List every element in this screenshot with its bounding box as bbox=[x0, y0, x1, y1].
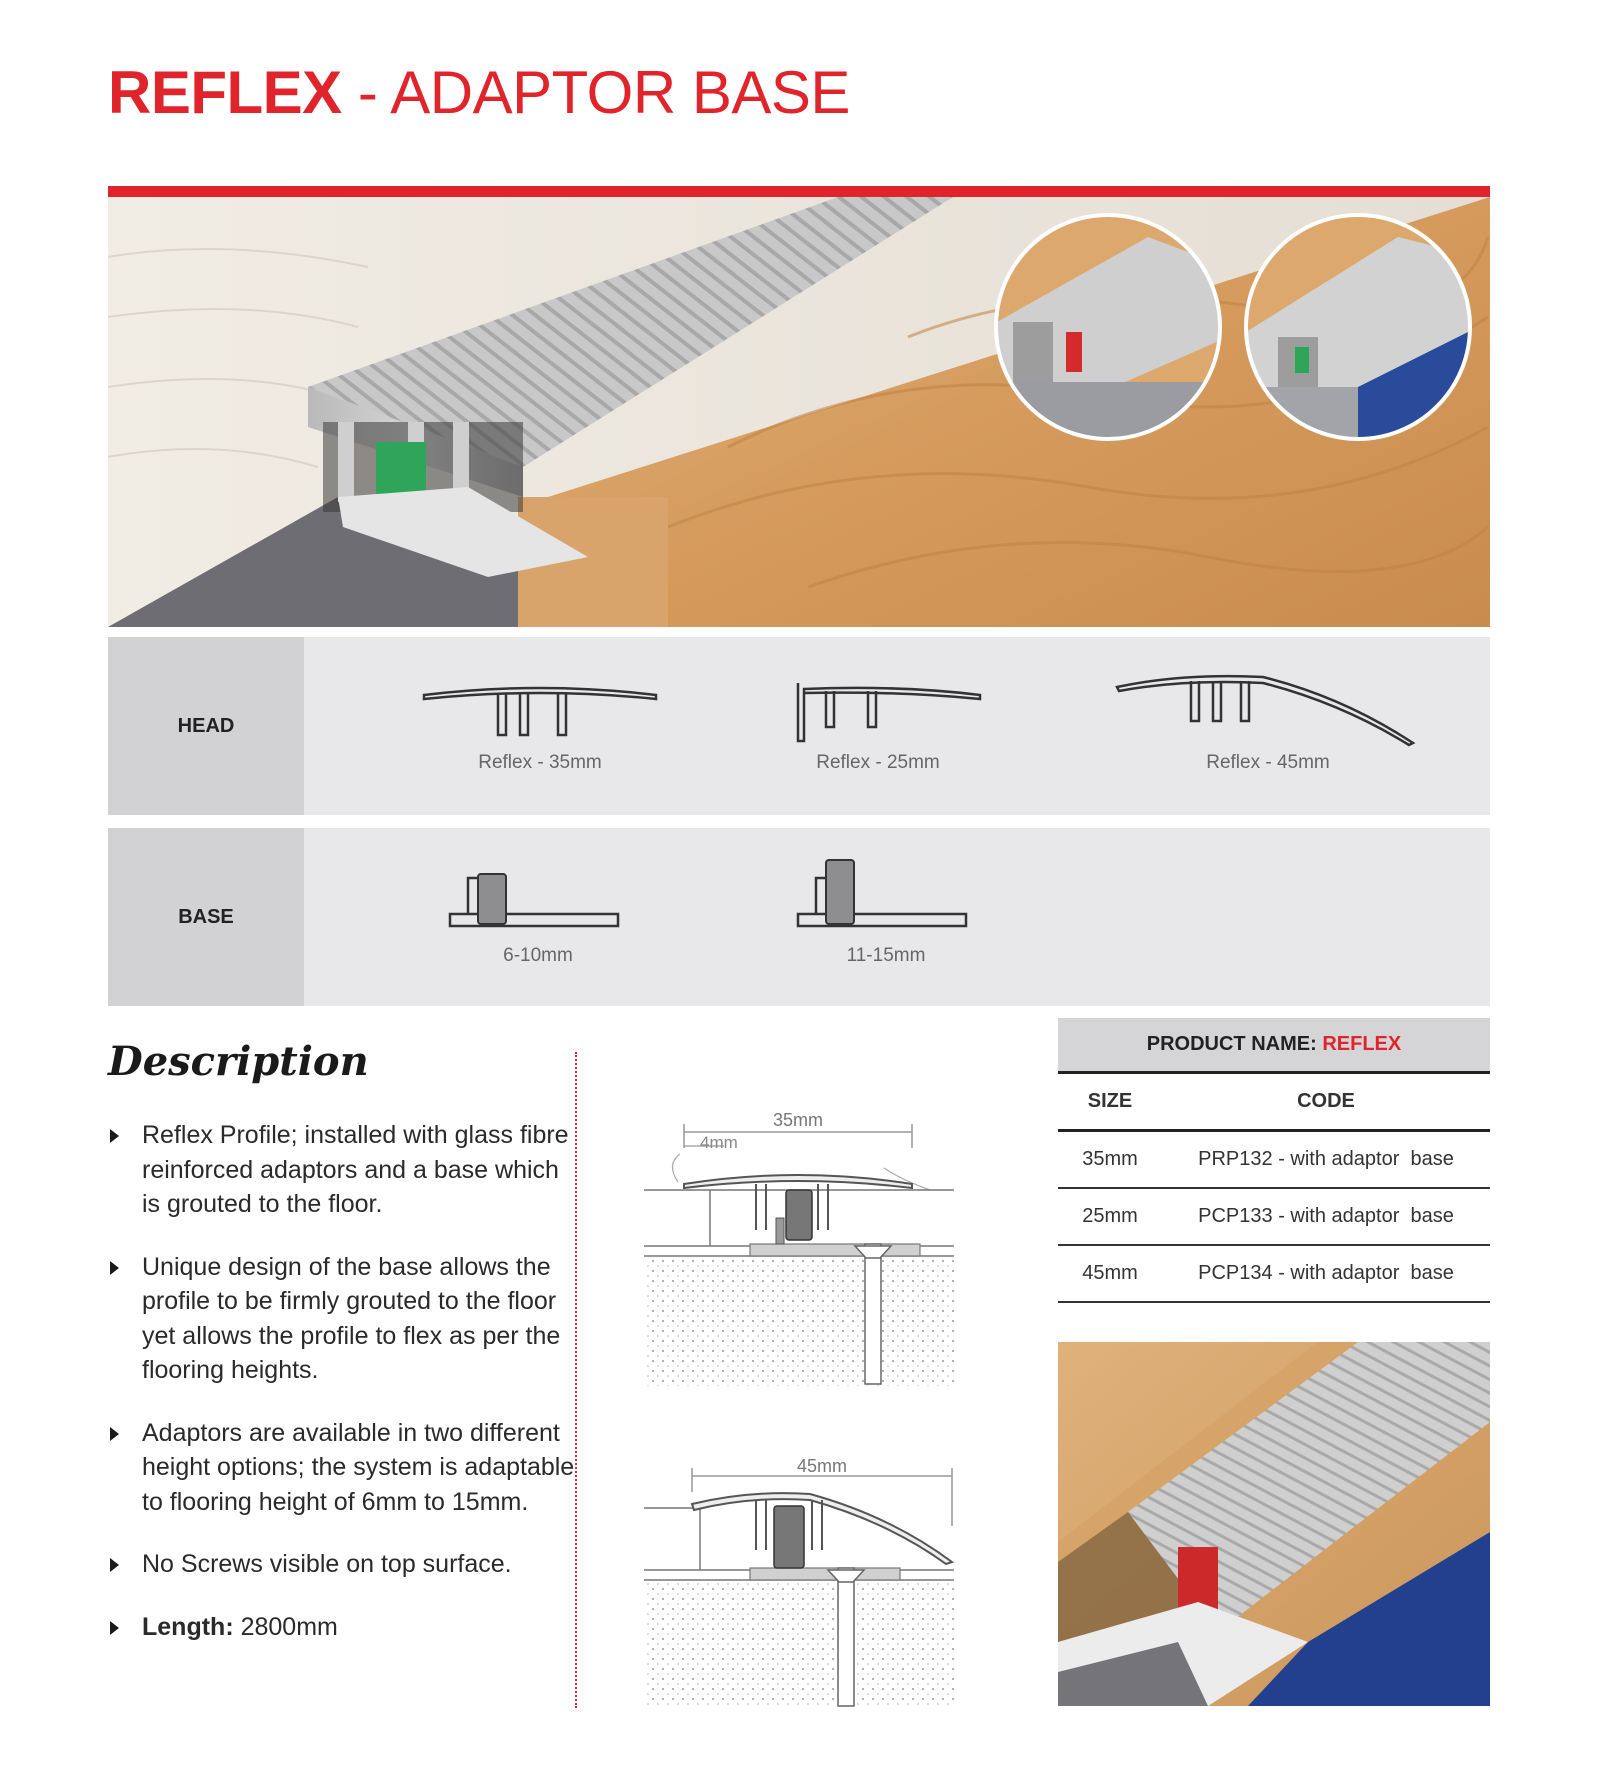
description-list bbox=[108, 1118, 578, 1672]
head-item-25mm bbox=[768, 677, 988, 774]
head-row-label: HEAD bbox=[108, 637, 304, 815]
head-caption-35mm: Reflex - 35mm bbox=[478, 752, 602, 773]
description-heading: Description bbox=[108, 1038, 369, 1085]
head-caption-25mm: Reflex - 25mm bbox=[816, 752, 940, 773]
product-table bbox=[1058, 1018, 1490, 1303]
base-caption-11-15mm: 11-15mm bbox=[846, 945, 926, 966]
installed-product-image bbox=[1058, 1342, 1490, 1706]
cell-size: 25mm bbox=[1082, 1205, 1138, 1227]
column-header-code: CODE bbox=[1297, 1090, 1355, 1112]
dim-4mm-label: 4mm bbox=[700, 1133, 738, 1152]
hero-product-image bbox=[108, 197, 1490, 627]
title-rest: - ADAPTOR BASE bbox=[341, 59, 850, 126]
length-value: 2800mm bbox=[233, 1612, 338, 1641]
table-row bbox=[1058, 1189, 1490, 1246]
head-row bbox=[108, 637, 1490, 815]
head-item-35mm bbox=[420, 677, 660, 774]
table-row bbox=[1058, 1246, 1490, 1303]
table-title-prefix: PRODUCT NAME: bbox=[1146, 1033, 1323, 1055]
list-item: No Screws visible on top surface. bbox=[108, 1547, 578, 1582]
base-row bbox=[108, 828, 1490, 1006]
dim-35mm-label: 35mm bbox=[772, 1110, 824, 1130]
divider bbox=[575, 1052, 577, 1708]
base-row-label: BASE bbox=[108, 828, 304, 1006]
table-title-name: REFLEX bbox=[1322, 1033, 1402, 1055]
table-header-row bbox=[1058, 1074, 1490, 1132]
dim-45mm-label: 45mm bbox=[796, 1456, 848, 1476]
diagram-35mm bbox=[640, 1108, 960, 1393]
base-6-10mm-profile-icon bbox=[448, 870, 628, 940]
reflex-25mm-profile-icon bbox=[768, 677, 988, 747]
list-item: Adaptors are available in two different height options; the system is adaptable to flooring height of 6mm to 15mm. bbox=[108, 1416, 578, 1520]
head-caption-45mm: Reflex - 45mm bbox=[1206, 752, 1330, 773]
title-brand: REFLEX bbox=[108, 59, 342, 126]
table-row bbox=[1058, 1132, 1490, 1189]
list-item: Unique design of the base allows the profile to be firmly grouted to the floor yet allows the profile to flex as per the flooring heights. bbox=[108, 1250, 578, 1388]
reflex-35mm-profile-icon bbox=[420, 677, 660, 747]
column-header-size: SIZE bbox=[1087, 1090, 1133, 1112]
page-title bbox=[108, 58, 850, 127]
list-item bbox=[108, 1610, 578, 1645]
head-item-45mm bbox=[1113, 667, 1423, 774]
accent-bar bbox=[108, 186, 1490, 197]
base-caption-6-10mm: 6-10mm bbox=[503, 945, 573, 966]
cell-code: PCP133 - with adaptor base bbox=[1198, 1205, 1454, 1227]
cell-code: PRP132 - with adaptor base bbox=[1198, 1148, 1454, 1170]
base-11-15mm-profile-icon bbox=[796, 856, 976, 940]
table-title bbox=[1058, 1018, 1490, 1074]
cell-size: 45mm bbox=[1082, 1262, 1138, 1284]
reflex-45mm-profile-icon bbox=[1113, 667, 1423, 747]
list-item: Reflex Profile; installed with glass fibre reinforced adaptors and a base which is grouted to the floor. bbox=[108, 1118, 578, 1222]
base-item-11-15mm bbox=[796, 856, 976, 967]
length-label: Length: bbox=[142, 1612, 234, 1641]
diagram-45mm bbox=[640, 1456, 960, 1713]
cell-size: 35mm bbox=[1082, 1148, 1138, 1170]
cell-code: PCP134 - with adaptor base bbox=[1198, 1262, 1454, 1284]
base-item-6-10mm bbox=[448, 870, 628, 967]
